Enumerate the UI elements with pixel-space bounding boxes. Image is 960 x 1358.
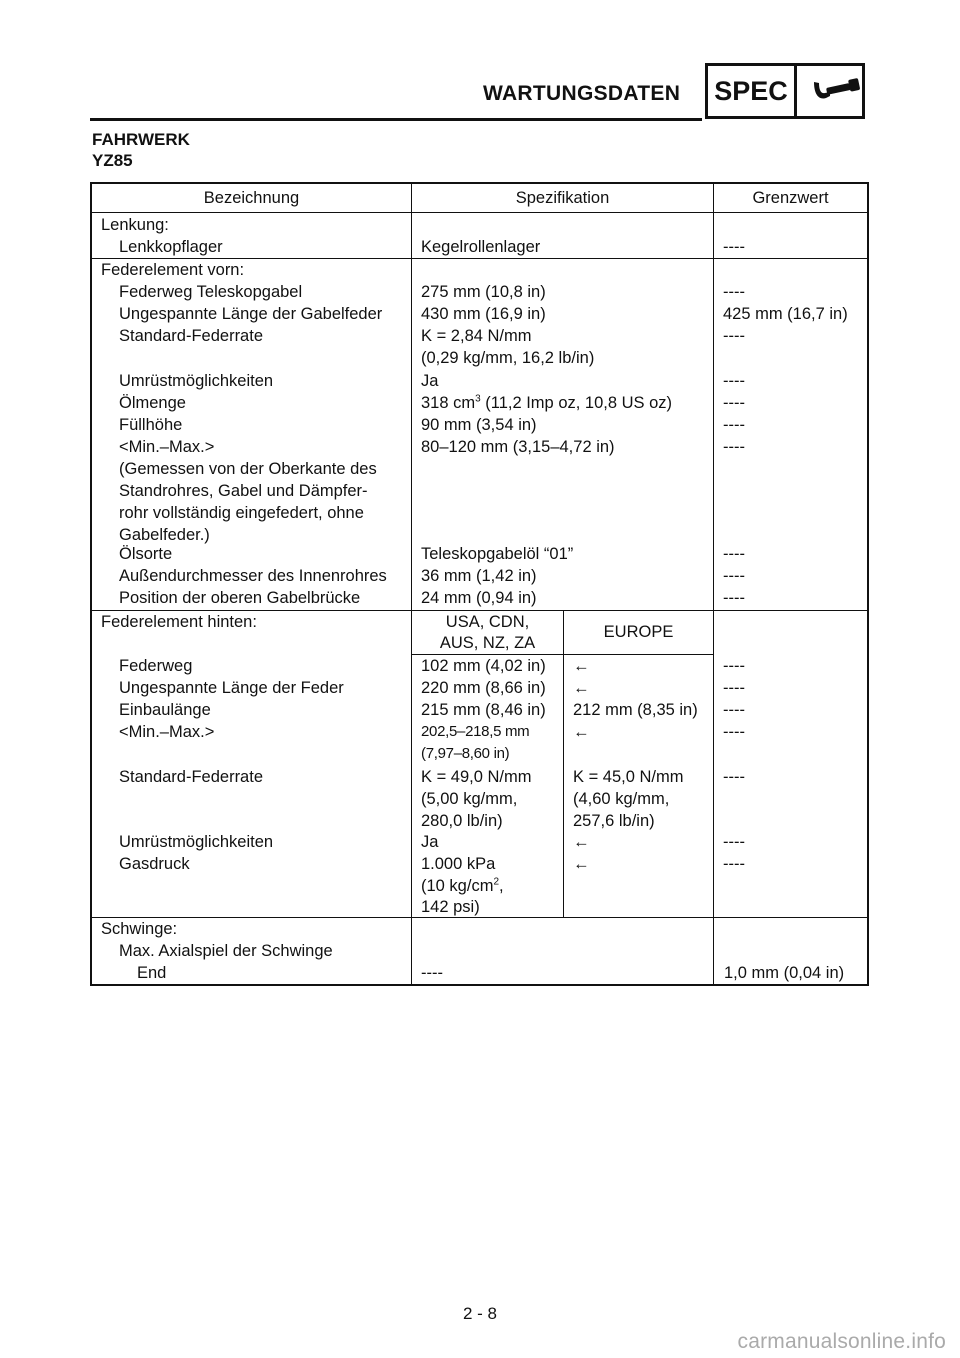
- spec-value: 90 mm (3,54 in): [421, 416, 537, 434]
- column-header: Grenzwert: [752, 189, 829, 207]
- spec-value: K = 2,84 N/mm: [421, 327, 532, 345]
- spec-table: [90, 182, 869, 986]
- note-line: Gabelfeder.): [119, 526, 210, 544]
- spec-value: (4,60 kg/mm,: [573, 790, 670, 808]
- watermark: carmanualsonline.info: [737, 1330, 946, 1353]
- spec-value: 318 $cm^3$ (11,2 Imp oz, 10,8 US oz): [421, 393, 673, 412]
- item-label: Einbaulänge: [119, 701, 211, 719]
- model-title: YZ85: [92, 151, 133, 170]
- spec-value: 142 psi): [421, 898, 480, 916]
- item-label: Umrüstmöglichkeiten: [119, 833, 274, 851]
- spec-value: 275 mm (10,8 in): [421, 283, 546, 301]
- item-label: Gasdruck: [119, 855, 190, 873]
- region-header: USA, CDN,: [445, 613, 530, 631]
- group-label: Schwinge:: [101, 920, 178, 938]
- limit-value: ----: [723, 238, 745, 256]
- item-label: Ungespannte Länge der Gabelfeder: [119, 305, 383, 323]
- note-line: Standrohres, Gabel und Dämpfer-: [119, 482, 368, 500]
- spec-value: Ja: [421, 372, 439, 390]
- spec-value: Ja: [421, 833, 439, 851]
- item-label: <Min.–Max.>: [119, 723, 215, 741]
- spec-value: K = 45,0 N/mm: [573, 768, 684, 786]
- limit-value: ----: [723, 567, 745, 585]
- column-header: Spezifikation: [515, 189, 610, 207]
- spec-value: K = 49,0 N/mm: [421, 768, 532, 786]
- spec-badge-divider: [794, 66, 797, 116]
- item-label: Außendurchmesser des Innenrohres: [119, 567, 387, 585]
- spec-value: 102 mm (4,02 in): [421, 657, 546, 675]
- column-divider: [563, 610, 564, 917]
- group-label: Lenkung:: [101, 216, 169, 234]
- column-header: Bezeichnung: [203, 189, 300, 207]
- spec-value: ----: [421, 964, 443, 982]
- limit-value: ----: [723, 657, 745, 675]
- region-header: AUS, NZ, ZA: [439, 634, 536, 652]
- spec-badge-label: SPEC: [714, 76, 788, 106]
- item-label: Ölmenge: [119, 394, 186, 412]
- limit-value: ----: [723, 855, 745, 873]
- header-rule: [90, 118, 702, 121]
- item-label: Füllhöhe: [119, 416, 183, 434]
- limit-value: ----: [723, 768, 745, 786]
- column-divider: [713, 184, 714, 984]
- spec-value: 212 mm (8,35 in): [573, 701, 698, 719]
- limit-value: ----: [723, 372, 745, 390]
- item-label: End: [137, 964, 167, 982]
- header-divider: [92, 212, 867, 213]
- page-number: 2 - 8: [462, 1304, 498, 1323]
- limit-value: ----: [723, 679, 745, 697]
- item-label: Ölsorte: [119, 545, 173, 563]
- note-line: rohr vollständig eingefedert, ohne: [119, 504, 364, 522]
- limit-value: ----: [723, 438, 745, 456]
- limit-value: ----: [723, 416, 745, 434]
- item-label: Umrüstmöglichkeiten: [119, 372, 274, 390]
- limit-value: ----: [723, 701, 745, 719]
- spec-value: 430 mm (16,9 in): [421, 305, 546, 323]
- item-label: Federweg Teleskopgabel: [119, 283, 303, 301]
- spec-value: Teleskopgabelöl “01”: [421, 545, 574, 563]
- limit-value: ----: [723, 723, 745, 741]
- spec-value: 202,5–218,5 mm: [421, 723, 530, 740]
- limit-value: 1,0 mm (0,04 in): [724, 964, 845, 982]
- item-label: <Min.–Max.>: [119, 438, 215, 456]
- spec-value: 280,0 lb/in): [421, 812, 503, 830]
- spec-value: Kegelrollenlager: [421, 238, 541, 256]
- spec-value: ←: [573, 855, 590, 873]
- item-label: Lenkkopflager: [119, 238, 223, 256]
- spec-value: 36 mm (1,42 in): [421, 567, 537, 585]
- wrench-icon: [808, 74, 860, 108]
- spec-value: ←: [573, 833, 590, 851]
- limit-value: 425 mm (16,7 in): [723, 305, 848, 323]
- spec-value: ←: [573, 657, 590, 675]
- group-label: Federelement hinten:: [101, 613, 257, 631]
- limit-value: ----: [723, 283, 745, 301]
- limit-value: ----: [723, 327, 745, 345]
- spec-value: 1.000 kPa: [421, 855, 496, 873]
- note-line: (Gemessen von der Oberkante des: [119, 460, 377, 478]
- spec-value: 257,6 lb/in): [573, 812, 655, 830]
- spec-value: ←: [573, 723, 590, 741]
- spec-badge: [705, 63, 865, 119]
- item-label: Ungespannte Länge der Feder: [119, 679, 344, 697]
- spec-value: 80–120 mm (3,15–4,72 in): [421, 438, 615, 456]
- group-label: Federelement vorn:: [101, 261, 245, 279]
- limit-value: ----: [723, 545, 745, 563]
- limit-value: ----: [723, 833, 745, 851]
- spec-value: 220 mm (8,66 in): [421, 679, 546, 697]
- item-label: Position der oberen Gabelbrücke: [119, 589, 361, 607]
- spec-value: (10 $kg/cm^2$,: [421, 876, 504, 895]
- item-label: Max. Axialspiel der Schwinge: [119, 942, 333, 960]
- spec-value: 24 mm (0,94 in): [421, 589, 537, 607]
- region-header: EUROPE: [603, 623, 674, 641]
- spec-value: 215 mm (8,46 in): [421, 701, 546, 719]
- limit-value: ----: [723, 394, 745, 412]
- section-title: FAHRWERK: [92, 130, 190, 149]
- item-label: Federweg: [119, 657, 193, 675]
- spec-value: (0,29 kg/mm, 16,2 lb/in): [421, 349, 595, 367]
- column-divider: [411, 184, 412, 984]
- spec-value: (7,97–8,60 in): [421, 745, 510, 762]
- limit-value: ----: [723, 589, 745, 607]
- spec-value: ←: [573, 679, 590, 697]
- spec-value: (5,00 kg/mm,: [421, 790, 518, 808]
- page-header-title: WARTUNGSDATEN: [483, 82, 681, 105]
- item-label: Standard-Federrate: [119, 768, 263, 786]
- item-label: Standard-Federrate: [119, 327, 263, 345]
